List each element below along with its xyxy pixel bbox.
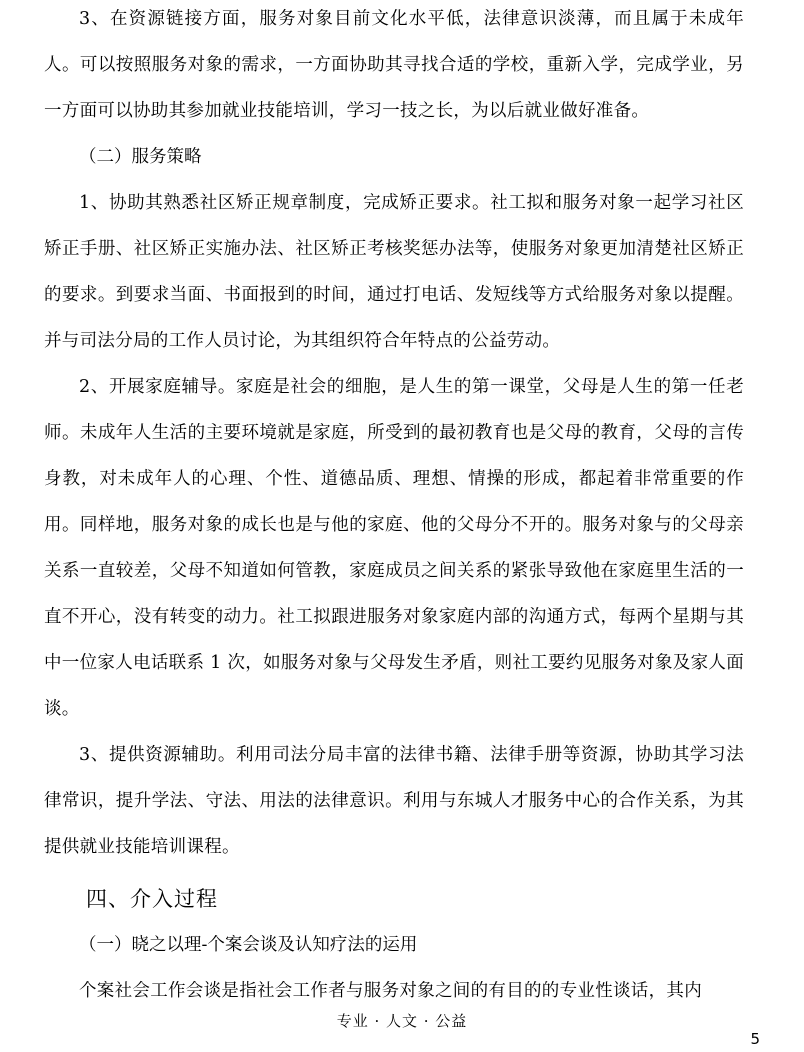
section-heading-process: 四、介入过程 xyxy=(86,887,218,911)
paragraph-strategy-1: 1、协助其熟悉社区矫正规章制度，完成矫正要求。社工拟和服务对象一起学习社区矫正手册、社区矫正实施办法、社区矫正考核奖惩办法等，使服务对象更加清楚社区矫正的要求。到要求当面、书面报到的时间，通过打电话、发短线等方式给服务对象以提醒。并与司法分局的工作人员讨论，为其组织符合年特点的公益劳动。 xyxy=(44,193,744,351)
page-number: 5 xyxy=(750,1030,760,1048)
paragraph-strategy-3: 3、提供资源辅助。利用司法分局丰富的法律书籍、法律手册等资源，协助其学习法律常识，提升学法、守法、用法的法律意识。利用与东城人才服务中心的合作关系，为其提供就业技能培训课程。 xyxy=(44,745,744,857)
paragraph-process-intro: 个案社会工作会谈是指社会工作者与服务对象之间的有目的的专业性谈话，其内 xyxy=(79,981,702,1001)
paragraph-resource-link: 3、在资源链接方面，服务对象目前文化水平低，法律意识淡薄，而且属于未成年人。可以按照服务对象的需求，一方面协助其寻找合适的学校，重新入学，完成学业，另一方面可以协助其参加就业技能培训，学习一技之长，为以后就业做好准备。 xyxy=(44,9,744,121)
subheading-case-interview: （一）晓之以理-个案会谈及认知疗法的运用 xyxy=(79,935,418,955)
page-content xyxy=(44,0,744,1014)
page-footer: 专业 · 人文 · 公益 xyxy=(336,1012,468,1030)
section-heading-strategy: （二）服务策略 xyxy=(79,147,202,167)
paragraph-strategy-2: 2、开展家庭辅导。家庭是社会的细胞，是人生的第一课堂，父母是人生的第一任老师。未成年人生活的主要环境就是家庭，所受到的最初教育也是父母的教育，父母的言传身教，对未成年人的心理、个性、道德品质、理想、情操的形成，都起着非常重要的作用。同样地，服务对象的成长也是与他的家庭、他的父母分不开的。服务对象与的父母亲关系一直较差，父母不知道如何管教，家庭成员之间关系的紧张导致他在家庭里生活的一直不开心，没有转变的动力。社工拟跟进服务对象家庭内部的沟通方式，每两个星期与其中一位家人电话联系 1 次，如服务对象与父母发生矛盾，则社工要约见服务对象及家人面谈。 xyxy=(44,377,744,719)
